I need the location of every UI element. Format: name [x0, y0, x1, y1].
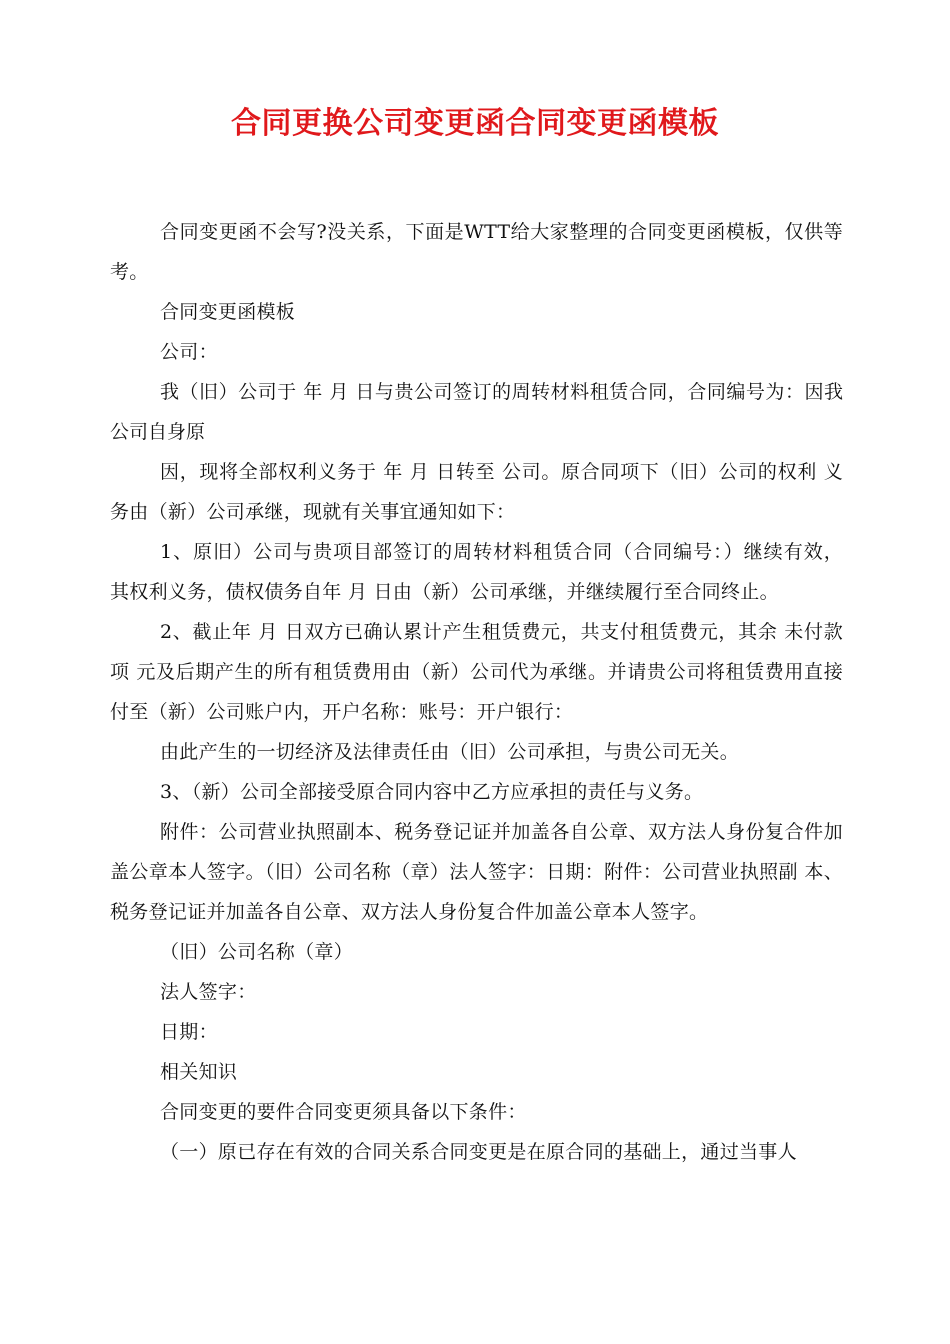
requirement-1: （一）原已存在有效的合同关系合同变更是在原合同的基础上，通过当事人: [160, 1141, 797, 1163]
requirements-intro: 合同变更的要件合同变更须具备以下条件：: [160, 1101, 527, 1123]
attachment-note: 附件：公司营业执照副本、税务登记证并加盖各自公章、双方法人身份复合件加盖公章本人签字。（旧）公司名称（章）法人签字：日期：附件：公司营业执照副 本、税务登记证并加盖各自公章、双方法人身份复合件加盖公章本人签字。: [110, 821, 843, 923]
liability-statement: 由此产生的一切经济及法律责任由（旧）公司承担，与贵公司无关。: [160, 741, 740, 763]
contract-statement: 我（旧）公司于 年 月 日与贵公司签订的周转材料租赁合同，合同编号为：因我公司自身原: [110, 381, 843, 443]
signature-company: （旧）公司名称（章）: [160, 941, 354, 963]
document-body: [110, 212, 843, 1172]
salutation: 公司：: [160, 341, 218, 363]
signature-legal-person: 法人签字：: [160, 981, 257, 1003]
template-heading: 合同变更函模板: [160, 301, 296, 323]
clause-2: 2、截止年 月 日双方已确认累计产生租赁费元，共支付租赁费元，其余 未付款项 元及后期产生的所有租赁费用由（新）公司代为承继。并请贵公司将租赁费用直接付至（新）公司账户内，开户名称：账号：开户银行：: [110, 621, 843, 723]
intro-paragraph: 合同变更函不会写?没关系，下面是WTT给大家整理的合同变更函模板，仅供等考。: [110, 221, 843, 283]
transfer-statement: 因，现将全部权利义务于 年 月 日转至 公司。原合同项下（旧）公司的权利 义务由（新）公司承继，现就有关事宜通知如下：: [110, 461, 843, 523]
clause-3: 3、（新）公司全部接受原合同内容中乙方应承担的责任与义务。: [160, 781, 704, 803]
document-title: 合同更换公司变更函合同变更函模板: [231, 106, 719, 141]
clause-1: 1、原旧）公司与贵项目部签订的周转材料租赁合同（合同编号：）继续有效， 其权利义务，债权债务自年 月 日由（新）公司承继，并继续履行至合同终止。: [110, 541, 843, 603]
related-knowledge-heading: 相关知识: [160, 1061, 238, 1083]
signature-date: 日期：: [160, 1021, 218, 1043]
